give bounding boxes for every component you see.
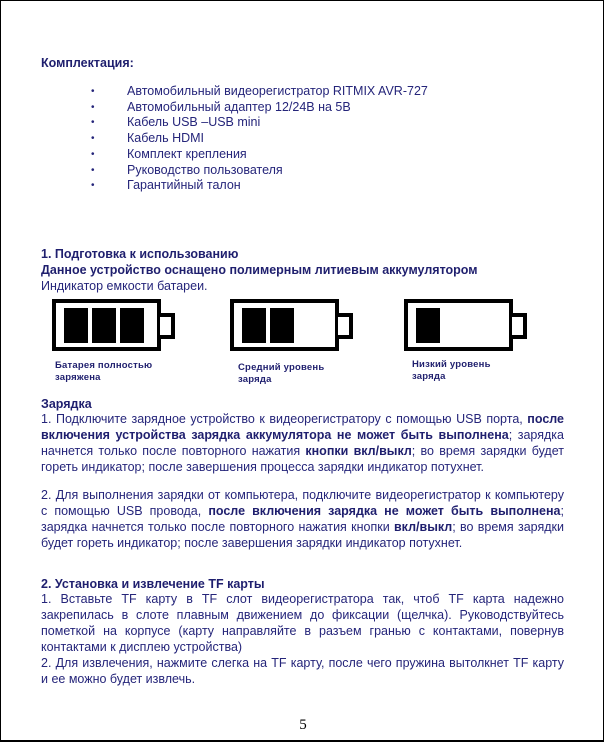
kit-item: • Автомобильный видеорегистратор RITMIX AVR-727 xyxy=(91,84,428,98)
kit-title: Комплектация: xyxy=(41,56,134,70)
kit-item: • Автомобильный адаптер 12/24В на 5В xyxy=(91,99,351,114)
battery-terminal xyxy=(512,313,527,339)
section1-title: 1. Подготовка к использованию xyxy=(41,247,239,261)
section1-subtitle: Данное устройство оснащено полимерным литиевым аккумулятором xyxy=(41,263,478,277)
battery-low-caption: Низкий уровень заряда xyxy=(412,359,491,382)
battery-terminal xyxy=(338,313,353,339)
battery-body xyxy=(404,299,513,351)
battery-terminal xyxy=(160,313,175,339)
bullet-icon: • xyxy=(91,133,95,145)
charging-paragraph-1: 1. Подключите зарядное устройство к видеорегистратору с помощью USB порта, после включения устройства зарядка аккумулятора не может быть выполнена; зарядка начнется только после повторного нажатия кнопки вкл/выкл; во время зарядки будет гореть индикатор; после завершения процесса зарядки индикатор потухнет. xyxy=(41,412,565,474)
battery-segment xyxy=(242,308,266,343)
battery-full-caption: Батарея полностью заряжена xyxy=(55,360,153,383)
battery-segment xyxy=(120,308,144,343)
kit-item: • Комплект крепления xyxy=(91,146,247,161)
bullet-icon: • xyxy=(91,117,95,129)
battery-segment xyxy=(270,308,294,343)
bullet-icon: • xyxy=(91,101,95,113)
tf-paragraph-2: 2. Для извлечения, нажмите слегка на TF карту, после чего пружина вытолкнет TF карту и ее можно будет извлечь. xyxy=(41,656,564,686)
battery-segment xyxy=(92,308,116,343)
kit-list xyxy=(91,84,428,194)
battery-indicator-label: Индикатор емкости батареи. xyxy=(41,279,208,293)
kit-item: • Руководство пользователя xyxy=(91,162,283,177)
battery-segment xyxy=(416,308,440,343)
kit-item: • Кабель USB –USB mini xyxy=(91,115,261,130)
kit-item: • Гарантийный талон xyxy=(91,178,241,193)
battery-medium-caption: Средний уровень заряда xyxy=(238,362,325,385)
charging-title: Зарядка xyxy=(41,397,92,411)
bullet-icon: • xyxy=(91,164,95,176)
bullet-icon: • xyxy=(91,180,95,192)
bullet-icon: • xyxy=(91,148,95,160)
charging-paragraph-2: 2. Для выполнения зарядки от компьютера, подключите видеорегистратор к компьютеру с помощью USB провода, после включения зарядка не может быть выполнена; зарядка начнется только после повторного нажатия кнопки вкл/выкл; во время зарядки будет гореть индикатор; после завершения зарядки индикатор потухнет. xyxy=(41,488,564,550)
battery-segment xyxy=(64,308,88,343)
battery-body xyxy=(52,299,161,351)
battery-body xyxy=(230,299,339,351)
bullet-icon: • xyxy=(91,86,95,97)
tf-paragraph-1: 1. Вставьте TF карту в TF слот видеорегистратора так, чтоб TF карта надежно закрепилась в слоте плавным движением до фиксации (щелчка). Руководствуйтесь пометкой на корпусе (карту направляйте в разъем гранью с контактами, повернув контактами к дисплею устройства) xyxy=(41,592,564,654)
section2-title: 2. Установка и извлечение TF карты xyxy=(41,577,265,591)
page-number: 5 xyxy=(299,717,307,733)
kit-item: • Кабель HDMI xyxy=(91,131,205,146)
